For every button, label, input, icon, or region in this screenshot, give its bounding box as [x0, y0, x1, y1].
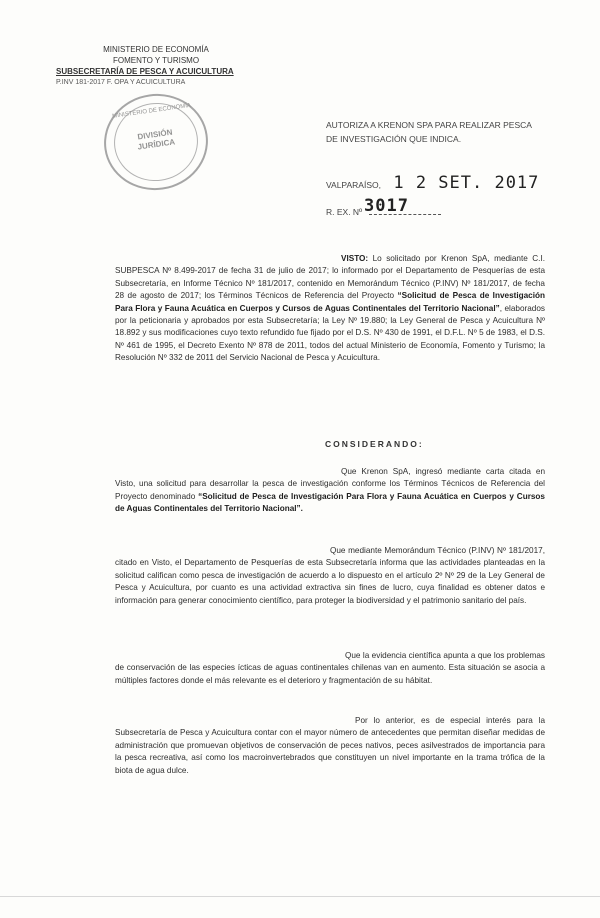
considerando-1-project-title: “Solicitud de Pesca de Investigación Para Flora y Fauna Acuática en Cuerpos y Cursos de Aguas Continentales del Territorio Nacional”.	[115, 491, 545, 514]
visto-lead: VISTO:	[341, 254, 369, 263]
considerando-1-text: Que Krenon SpA, ingresó mediante carta citada en Visto, una solicitud para desarrollar la pesca de investigación conforme los Términos Técnicos de Referencia del Proyecto denominado	[115, 467, 545, 501]
subsecretaria-name: SUBSECRETARÍA DE PESCA Y ACUICULTURA	[56, 67, 234, 76]
considerando-paragraph-1	[115, 466, 545, 516]
considerando-4-text: Por lo anterior, es de especial interés para la Subsecretaría de Pesca y Acuicultura contar con el mayor número de antecedentes que permitan diseñar medidas de administración que promuevan objetivos de conservación de peces nativos, peces asilvestrados de importancia para la pesca recreativa, así como los macroinvertebrados que constituyen un nivel importante en la trama trófica de la biota de agua dulce.	[115, 716, 545, 775]
letterhead	[56, 44, 256, 88]
stamp-line-2: JURÍDICA	[137, 137, 176, 152]
division-juridica-stamp	[98, 87, 214, 197]
visto-paragraph	[115, 253, 545, 365]
considerando-heading: CONSIDERANDO:	[325, 439, 424, 449]
page-bottom-edge	[0, 896, 600, 897]
rex-number: 3017	[364, 196, 409, 216]
date-value: 1 2 SET. 2017	[393, 173, 540, 193]
visto-project-title: “Solicitud de Pesca de Investigación Para Flora y Fauna Acuática en Cuerpos y Cursos de Aguas Continentales del Territorio Nacional”	[115, 291, 546, 313]
visto-text-1: Lo solicitado por Krenon SpA, mediante C.I. SUBPESCA Nº 8.499-2017 de fecha 31 de julio de 2017; lo informado por el Departamento de Pesquerías de esta Subsecretaría, en Informe Técnico Nº 181/2017, contenido en Memorándum Técnico (P.INV) Nº 181/2017, de fecha 28 de agosto de 2017; los Términos Técnicos de Referencia del Proyecto	[115, 254, 546, 301]
stamp-line-1: DIVISIÓN	[136, 127, 173, 142]
resolution-subject: AUTORIZA A KRENON SPA PARA REALIZAR PESCA DE INVESTIGACIÓN QUE INDICA.	[326, 120, 532, 144]
issue-date	[326, 173, 539, 193]
visto-text-2: , elaborados por la peticionaria y aprobados por esta Subsecretaría; la Ley Nº 19.880; la Ley General de Pesca y Acuicultura Nº 18.892 y sus modificaciones cuyo texto refundido fue fijado por el D.S. Nº 430 de 1991, el D.F.L. Nº 5 de 1983, el D.S. Nº 461 de 1995, el Decreto Exento Nº 878 de 2011, todos del actual Ministerio de Economía, Fomento y Turismo; la Resolución Nº 332 de 2011 del Servicio Nacional de Pesca y Acuicultura.	[115, 303, 545, 363]
date-label: VALPARAÍSO,	[326, 180, 381, 190]
considerando-paragraph-4	[115, 715, 545, 777]
considerando-3-text: Que la evidencia científica apunta a que los problemas de conservación de las especies ícticas de aguas continentales chilenas van en aumento. Esta situación se asocia a múltiples factores donde el más relevante es el deterioro y fragmentación de su hábitat.	[115, 651, 545, 685]
file-reference: P.INV 181-2017 F. OPA Y ACUICULTURA	[56, 79, 186, 86]
resolution-number	[326, 196, 441, 217]
ministry-name: MINISTERIO DE ECONOMÍA	[103, 45, 209, 54]
considerando-paragraph-3	[115, 650, 545, 687]
ministry-subname: FOMENTO Y TURISMO	[112, 56, 200, 65]
rex-label: R. EX. Nº	[326, 207, 363, 217]
considerando-2-text: Que mediante Memorándum Técnico (P.INV) Nº 181/2017, citado en Visto, el Departamento de Pesquerías de esta Subsecretaría informa que las actividades planteadas en la solicitud califican como pesca de investigación de acuerdo a lo dispuesto en el artículo 2º Nº 29 de la Ley General de Pesca y Acuicultura, por cuanto es una actividad extractiva sin fines de lucro, cuya finalidad es obtener datos e información para generar conocimiento científico, para proteger la biodiversidad y el patrimonio sanitario del país.	[115, 546, 545, 605]
considerando-paragraph-2	[115, 545, 545, 607]
stamp-ring-text: MINISTERIO DE ECONOMÍA	[111, 102, 192, 120]
